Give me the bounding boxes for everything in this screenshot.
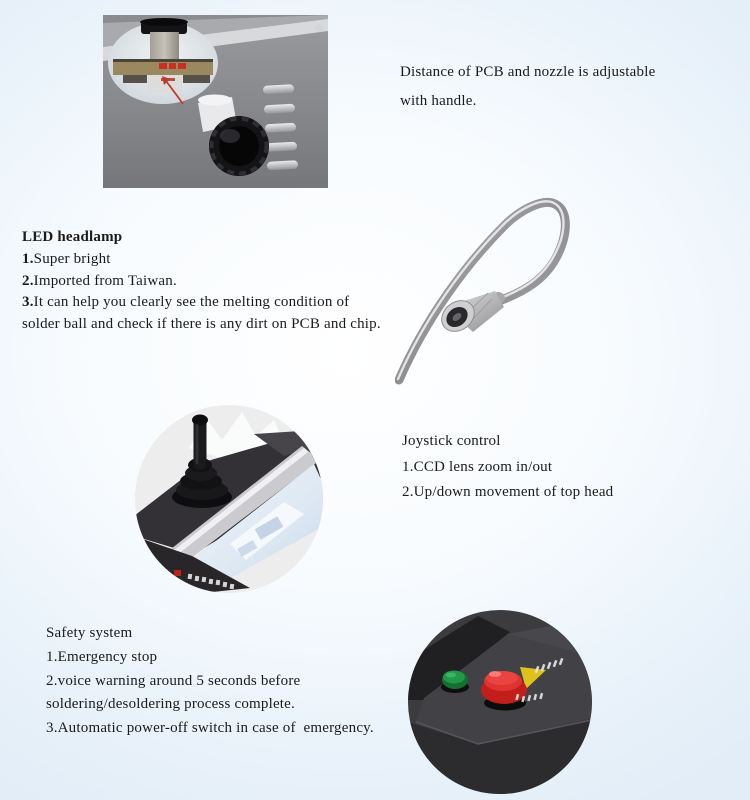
nozzle-caption-line1: Distance of PCB and nozzle is adjustable bbox=[400, 64, 656, 80]
led-lamp-photo bbox=[395, 190, 665, 390]
nozzle-photo-illustration bbox=[103, 15, 328, 188]
red-emergency-stop-button bbox=[481, 671, 527, 711]
nozzle-photo bbox=[103, 15, 328, 188]
headlamp-item-1: 1.Super bright bbox=[22, 250, 111, 267]
brand-logo-mark bbox=[174, 570, 181, 576]
joystick-item-2: 2.Up/down movement of top head bbox=[402, 484, 614, 500]
joystick-item-1: 1.CCD lens zoom in/out bbox=[402, 458, 553, 475]
joystick-photo bbox=[134, 404, 324, 594]
led-lamp-illustration bbox=[395, 190, 665, 390]
safety-item-3: 3.Automatic power-off switch in case of emergency. bbox=[46, 720, 374, 737]
headlamp-text-block bbox=[22, 227, 381, 336]
headlamp-item-3-cont: solder ball and check if there is any dirt on PCB and chip. bbox=[22, 316, 381, 333]
gooseneck-tube bbox=[399, 202, 565, 380]
safety-text-block bbox=[46, 622, 374, 741]
headlamp-item-3: 3.It can help you clearly see the melting condition of bbox=[22, 294, 350, 311]
nozzle-caption-line2: with handle. bbox=[400, 93, 477, 109]
safety-item-2-line2: soldering/desoldering process complete. bbox=[46, 696, 295, 713]
joystick-text-block bbox=[402, 429, 613, 506]
emergency-buttons-illustration bbox=[408, 610, 592, 794]
safety-title: Safety system bbox=[46, 625, 133, 641]
safety-item-2-line1: 2.voice warning around 5 seconds before bbox=[46, 672, 301, 689]
safety-item-1: 1.Emergency stop bbox=[46, 648, 158, 665]
nozzle-caption bbox=[400, 58, 655, 116]
joystick-photo-illustration bbox=[134, 404, 324, 594]
headlamp-item-2: 2.Imported from Taiwan. bbox=[22, 272, 177, 289]
emergency-buttons-photo bbox=[408, 610, 592, 794]
joystick-title: Joystick control bbox=[402, 433, 501, 449]
headlamp-title: LED headlamp bbox=[22, 229, 123, 245]
